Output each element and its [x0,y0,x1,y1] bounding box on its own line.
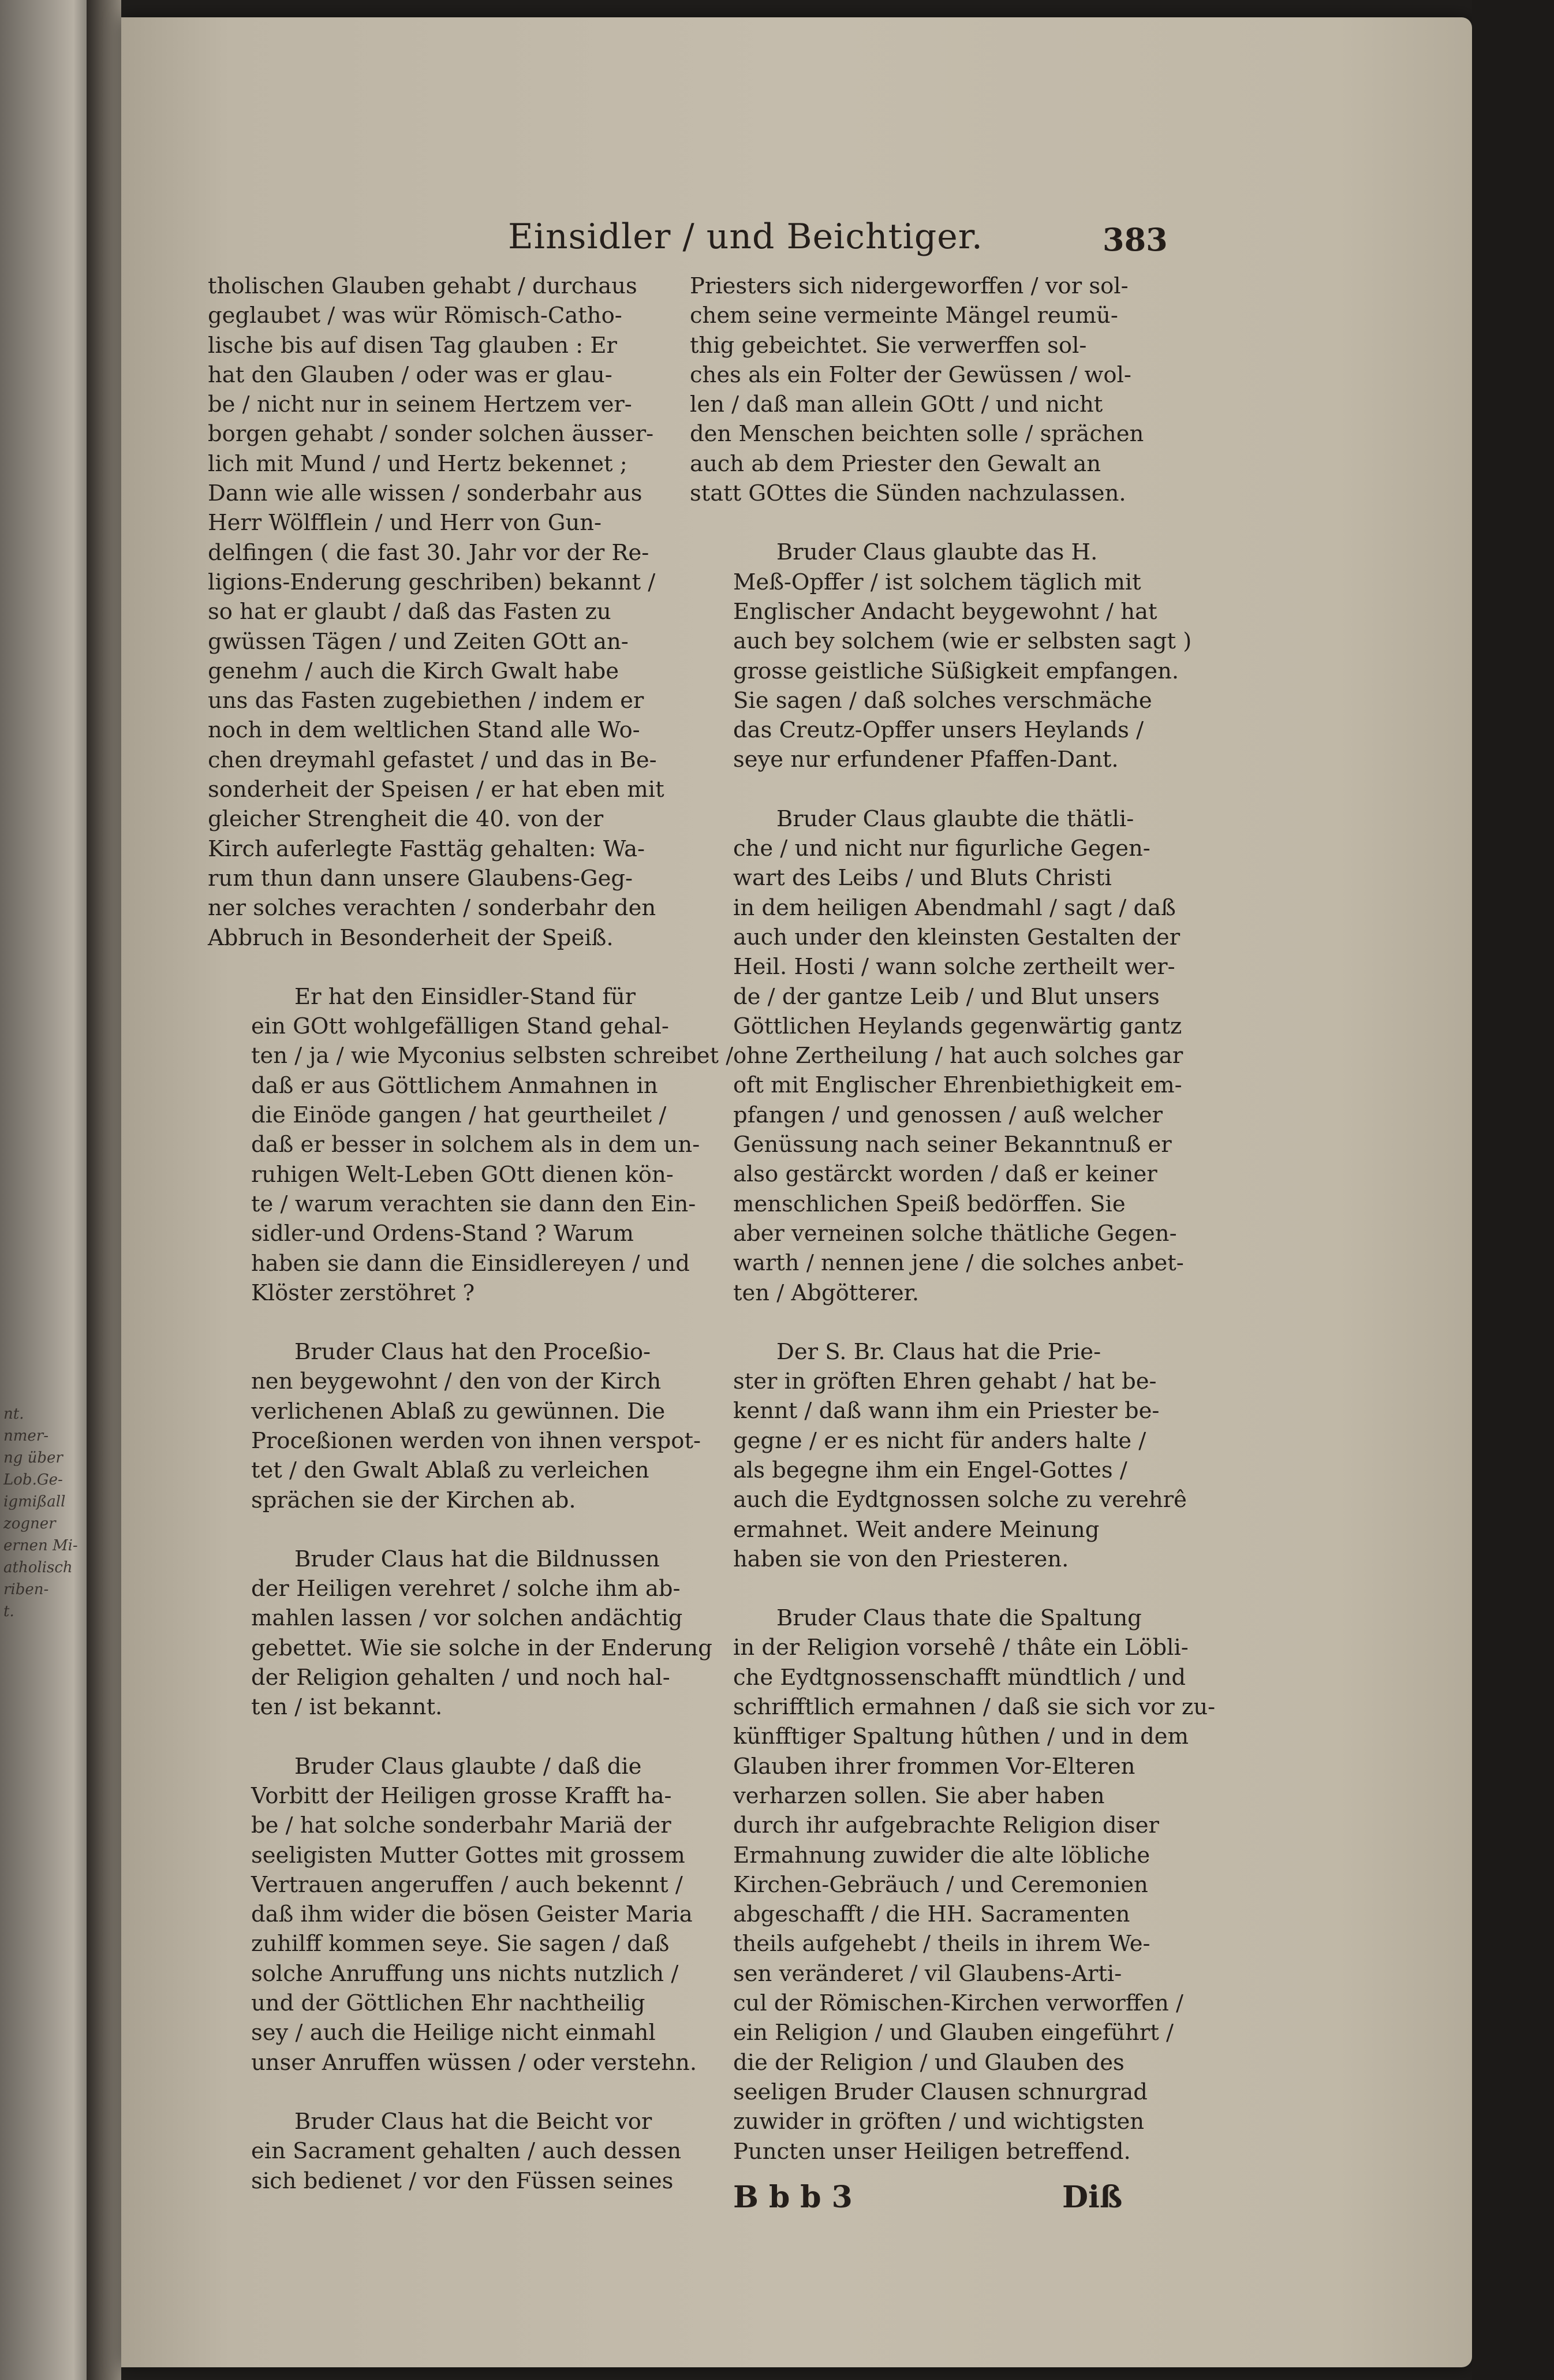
text-line: che / und nicht nur figurliche Gegen- [733,835,1150,862]
text-line: pfangen / und genossen / auß welcher [733,1102,1163,1128]
text-line: seye nur erfundener Pfaffen-Dant. [733,747,1119,773]
catchword: Diß [1062,2180,1123,2215]
signature-mark: Bbb3 [733,2180,863,2215]
text-line: Göttlichen Heylands gegenwärtig gantz [733,1013,1182,1039]
text-line: be / hat solche sonderbahr Mariä der [251,1812,671,1839]
right-text-column [690,271,1216,2196]
text-line: künfftiger Spaltung hûthen / und in dem [733,1724,1189,1750]
text-line: kennt / daß wann ihm ein Priester be- [733,1398,1160,1424]
text-line: in der Religion vorsehê / thâte ein Löbli- [733,1635,1189,1661]
text-line: warth / nennen jene / die solches anbet- [733,1250,1184,1277]
text-line: also gestärckt worden / daß er keiner [733,1161,1157,1188]
text-line: statt GOttes die Sünden nachzulassen. [690,480,1126,507]
text-line: grosse geistliche Süßigkeit empfangen. [733,658,1179,684]
text-line: mahlen lassen / vor solchen andächtig [251,1605,683,1632]
text-line: und der Göttlichen Ehr nachtheilig [251,1990,645,2017]
text-line: len / daß man allein GOtt / und nicht [690,391,1103,418]
text-line: solche Anruffung uns nichts nutzlich / [251,1960,679,1987]
text-line: geglaubet / was wür Römisch-Catho- [208,303,622,329]
text-line: sen veränderet / vil Glaubens-Arti- [733,1960,1122,1987]
text-line: ner solches verachten / sonderbahr den [208,895,656,922]
text-line: tholischen Glauben gehabt / durchaus [208,273,637,299]
text-line: das Creutz-Opffer unsers Heylands / [733,717,1144,744]
text-line: noch in dem weltlichen Stand alle Wo- [208,717,640,744]
text-line: unser Anruffen wüssen / oder verstehn. [251,2049,697,2076]
text-line: verlichenen Ablaß zu gewünnen. Die [251,1398,666,1424]
text-line: daß er besser in solchem als in dem un- [251,1132,700,1158]
text-line: auch die Eydtgnossen solche zu verehrê [733,1487,1187,1513]
text-line: so hat er glaubt / daß das Fasten zu [208,599,611,625]
text-line: Priesters sich nidergeworffen / vor sol- [690,273,1129,299]
text-line: Abbruch in Besonderheit der Speiß. [208,924,614,951]
paragraph [690,1603,1216,2166]
text-line: te / warum verachten sie dann den Ein- [251,1191,696,1217]
text-line: Proceßionen werden von ihnen verspot- [251,1427,701,1454]
text-line: gegne / er es nicht für anders halte / [733,1427,1146,1454]
text-line: Bruder Claus hat die Bildnussen [294,1546,660,1572]
text-line: uns das Fasten zugebiethen / indem er [208,688,644,714]
text-line: aber verneinen solche thätliche Gegen- [733,1220,1177,1247]
text-line: ligions-Enderung geschriben) bekannt / [208,569,656,595]
text-line: gebettet. Wie sie solche in der Enderung [251,1635,712,1661]
text-line: menschlichen Speiß bedörffen. Sie [733,1191,1126,1217]
left-margin-note: nt. nmer- ng über Lob.Ge- igmißall zogner ernen Mi- atholisch riben- t. [3,1405,78,1620]
paragraph [208,1752,697,2077]
text-line: gleicher Strengheit die 40. von der [208,806,604,833]
text-line: Heil. Hosti / wann solche zertheilt wer- [733,954,1175,980]
page-number: 383 [1103,221,1168,258]
text-line: ster in gröften Ehren gehabt / hat be- [733,1368,1157,1395]
paragraph [690,538,1192,774]
text-line: auch ab dem Priester den Gewalt an [690,450,1101,477]
text-line: Englischer Andacht beygewohnt / hat [733,598,1157,625]
text-line: die der Religion / und Glauben des [733,2049,1125,2076]
text-line: zuwider in gröften / und wichtigsten [733,2109,1145,2135]
text-line: hat den Glauben / oder was er glau- [208,361,612,388]
text-line: cul der Römischen-Kirchen verworffen / [733,1990,1183,2017]
text-line: in dem heiligen Abendmahl / sagt / daß [733,894,1176,921]
text-line: delfingen ( die fast 30. Jahr vor der Re- [208,539,649,566]
text-line: ermahnet. Weit andere Meinung [733,1516,1100,1543]
text-line: die Einöde gangen / hat geurtheilet / [251,1102,667,1129]
paragraph [208,271,681,953]
text-line: abgeschafft / die HH. Sacramenten [733,1901,1130,1928]
text-line: gwüssen Tägen / und Zeiten GOtt an- [208,628,629,655]
text-line: chem seine vermeinte Mängel reumü- [690,303,1118,329]
text-line: Herr Wölfflein / und Herr von Gun- [208,510,602,536]
text-line: auch under den kleinsten Gestalten der [733,924,1181,950]
text-line: sich bedienet / vor den Füssen seines [251,2168,674,2194]
text-line: Kirch auferlegte Fasttäg gehalten: Wa- [208,835,645,862]
paragraph [208,1337,701,1515]
text-line: verharzen sollen. Sie aber haben [733,1782,1105,1809]
text-line: sprächen sie der Kirchen ab. [251,1487,576,1513]
text-line: Ermahnung zuwider die alte löbliche [733,1842,1150,1868]
text-line: Bruder Claus glaubte die thätli- [776,805,1134,832]
text-line: der Religion gehalten / und noch hal- [251,1665,670,1691]
text-line: sey / auch die Heilige nicht einmahl [251,2020,656,2046]
text-line: haben sie von den Priesteren. [733,1546,1069,1572]
text-line: auch bey solchem (wie er selbsten sagt ) [733,628,1192,655]
text-line: lich mit Mund / und Hertz bekennet ; [208,450,627,477]
text-line: zuhilff kommen seye. Sie sagen / daß [251,1931,670,1957]
text-line: sidler-und Ordens-Stand ? Warum [251,1221,634,1247]
text-line: lische bis auf disen Tag glauben : Er [208,332,617,359]
paragraph [690,1337,1187,1574]
text-line: ten / ja / wie Myconius selbsten schreibet / [251,1043,734,1069]
text-line: borgen gehabt / sonder solchen äusser- [208,421,654,447]
text-line: sonderheit der Speisen / er hat eben mit [208,777,664,803]
text-line: tet / den Gwalt Ablaß zu verleichen [251,1457,649,1484]
text-line: genehm / auch die Kirch Gwalt habe [208,658,619,684]
text-line: be / nicht nur in seinem Hertzem ver- [208,391,632,418]
text-line: ein Religion / und Glauben eingeführt / [733,2020,1174,2046]
book-page [121,17,1472,2367]
text-line: daß er aus Göttlichem Anmahnen in [251,1072,658,1099]
left-page-edge [0,0,87,2380]
text-line: Bruder Claus thate die Spaltung [776,1605,1142,1632]
paragraph [690,271,1163,508]
text-line: den Menschen beichten solle / sprächen [690,421,1144,447]
text-line: Kirchen-Gebräuch / und Ceremonien [733,1871,1148,1898]
text-line: Meß-Opffer / ist solchem täglich mit [733,569,1141,595]
text-line: ten / Abgötterer. [733,1279,920,1306]
text-line: ruhigen Welt-Leben GOtt dienen kön- [251,1161,674,1188]
book-gutter [87,0,121,2380]
text-line: Dann wie alle wissen / sonderbahr aus [208,480,642,507]
text-line: Puncten unser Heiligen betreffend. [733,2138,1131,2165]
text-line: der Heiligen verehret / solche ihm ab- [251,1576,681,1602]
text-line: Bruder Claus hat die Beicht vor [294,2108,652,2135]
text-line: chen dreymahl gefastet / und das in Be- [208,747,657,773]
text-line: seeligen Bruder Clausen schnurgrad [733,2079,1148,2105]
text-line: Vorbitt der Heiligen grosse Krafft ha- [251,1782,672,1809]
text-line: ten / ist bekannt. [251,1694,443,1721]
text-line: ein Sacrament gehalten / auch dessen [251,2138,682,2165]
text-line: Der S. Br. Claus hat die Prie- [776,1338,1101,1365]
text-line: ohne Zertheilung / hat auch solches gar [733,1043,1183,1069]
text-line: rum thun dann unsere Glaubens-Geg- [208,865,633,891]
text-line: Genüssung nach seiner Bekanntnuß er [733,1132,1172,1158]
paragraph [690,804,1184,1308]
text-line: Vertrauen angeruffen / auch bekennt / [251,1871,683,1898]
text-line: thig gebeichtet. Sie verwerffen sol- [690,332,1087,359]
text-line: ches als ein Folter der Gewüssen / wol- [690,361,1131,388]
text-line: schrifftlich ermahnen / daß sie sich vor zu- [733,1694,1216,1721]
background-strip [1472,0,1554,2380]
running-head [121,217,1472,263]
text-line: daß ihm wider die bösen Geister Maria [251,1901,693,1928]
paragraph [208,1545,712,1722]
text-line: nen beygewohnt / den von der Kirch [251,1368,662,1395]
text-line: Bruder Claus hat den Proceßio- [294,1339,651,1366]
running-head-title: Einsidler / und Beichtiger. [508,217,983,257]
text-line: Glauben ihrer frommen Vor-Elteren [733,1753,1135,1780]
text-line: Er hat den Einsidler-Stand für [294,983,636,1010]
text-line: durch ihr aufgebrachte Religion diser [733,1812,1159,1839]
text-line: ein GOtt wohlgefälligen Stand gehal- [251,1013,669,1040]
text-line: Sie sagen / daß solches verschmäche [733,687,1152,714]
text-line: als begegne ihm ein Engel-Gottes / [733,1457,1127,1483]
text-line: che Eydtgnossenschafft mündtlich / und [733,1664,1186,1691]
left-text-column [208,271,734,2225]
text-line: Bruder Claus glaubte das H. [776,539,1098,566]
text-line: Bruder Claus glaubte / daß die [294,1753,642,1780]
text-line: seeligisten Mutter Gottes mit grossem [251,1842,685,1868]
page-footer [121,2180,1472,2220]
text-line: theils aufgehebt / theils in ihrem We- [733,1931,1150,1957]
text-line: wart des Leibs / und Bluts Christi [733,865,1112,891]
paragraph [208,982,734,1308]
text-line: de / der gantze Leib / und Blut unsers [733,983,1160,1010]
text-line: Klöster zerstöhret ? [251,1279,475,1306]
text-line: haben sie dann die Einsidlereyen / und [251,1250,690,1277]
text-line: oft mit Englischer Ehrenbiethigkeit em- [733,1072,1182,1099]
